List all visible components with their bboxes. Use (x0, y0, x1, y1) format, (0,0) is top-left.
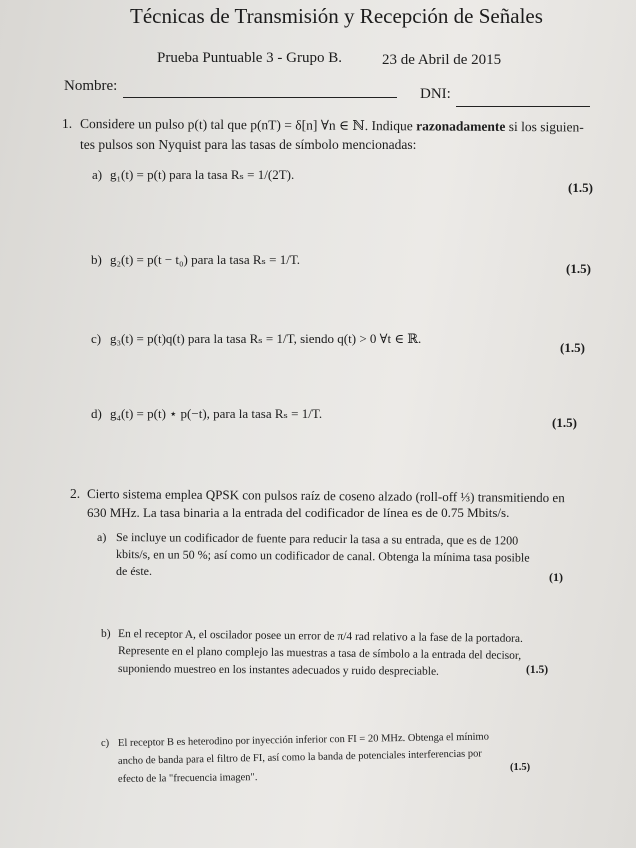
question-2-line2: 630 MHz. La tasa binaria a la entrada del codificador de línea es de 0.75 Mbits/s. (87, 505, 510, 520)
q1-text-part2: si los siguien- (508, 118, 584, 135)
question-2-number: 2. (70, 486, 81, 501)
name-label: Nombre: (64, 78, 118, 94)
q2-b-line3: suponiendo muestreo en los instantes adecuados y ruido despreciable. (117, 663, 440, 678)
page-title: Técnicas de Transmisión y Recepción de Señales (130, 4, 543, 28)
q2-b-score: (1.5) (526, 664, 549, 676)
q2-b-line2: Represente en el plano complejo las muestras a tasa de símbolo a la entrada del decisor, (117, 645, 522, 662)
q1-c-text: g₃(t) = p(t)q(t) para la tasa Rₛ = 1/T, siendo q(t) > 0 ∀t ∈ ℝ. (110, 331, 422, 346)
q1-text-part1: Considere un pulso p(t) tal que p(nT) = δ[n] ∀n ∈ ℕ. Indique (79, 116, 413, 134)
question-1-number: 1. (62, 116, 73, 131)
q1-b-label: b) (91, 252, 102, 267)
q2-a-score: (1) (549, 570, 563, 584)
q2-b-label: b) (101, 628, 111, 640)
question-1-line1 (80, 114, 584, 138)
q2-a-label: a) (97, 530, 107, 544)
name-line (123, 97, 397, 98)
exam-subtitle: Prueba Puntuable 3 - Grupo B. (157, 50, 342, 66)
q1-b-score: (1.5) (566, 261, 591, 276)
q2-c-score: (1.5) (510, 762, 531, 773)
q2-a-line3: de éste. (116, 564, 152, 578)
q1-c-label: c) (91, 331, 102, 346)
dni-label: DNI: (420, 86, 451, 102)
dni-line (456, 106, 590, 107)
q1-a-label: a) (92, 167, 103, 182)
question-1-line2: tes pulsos son Nyquist para las tasas de símbolo mencionadas: (80, 137, 417, 152)
q1-c-score: (1.5) (560, 340, 585, 355)
question-2-line1: Cierto sistema emplea QPSK con pulsos raíz de coseno alzado (roll-off ⅓) transmitiendo en (86, 486, 565, 506)
q1-d-score: (1.5) (552, 415, 577, 430)
q2-c-line3: efecto de la "frecuencia imagen". (117, 772, 258, 785)
q2-b-line1: En el receptor A, el oscilador posee un error de π/4 rad relativo a la fase de la portadora. (117, 628, 523, 645)
q1-d-text: g₄(t) = p(t) ⋆ p(−t), para la tasa Rₛ = 1/T. (110, 406, 323, 421)
q1-a-score: (1.5) (568, 180, 593, 195)
q2-a-line2: kbits/s, en un 50 %; así como un codificador de canal. Obtenga la mínima tasa posible (115, 547, 530, 565)
q1-b-text: g₂(t) = p(t − t₀) para la tasa Rₛ = 1/T. (110, 252, 301, 267)
q1-d-label: d) (91, 406, 102, 421)
q1-a-text: g₁(t) = p(t) para la tasa Rₛ = 1/(2T). (110, 167, 295, 182)
q2-c-line1: El receptor B es heterodino por inyección inferior con FI = 20 MHz. Obtenga el mínimo (117, 731, 490, 749)
exam-date: 23 de Abril de 2015 (382, 52, 502, 68)
q2-c-label: c) (101, 738, 110, 749)
q2-a-line1: Se incluye un codificador de fuente para reducir la tasa a su entrada, que es de 1200 (115, 530, 519, 548)
q1-text-bold: razonadamente (416, 118, 506, 134)
q2-c-line2: ancho de banda para el filtro de FI, así como la banda de potenciales interferencias por (117, 748, 482, 767)
